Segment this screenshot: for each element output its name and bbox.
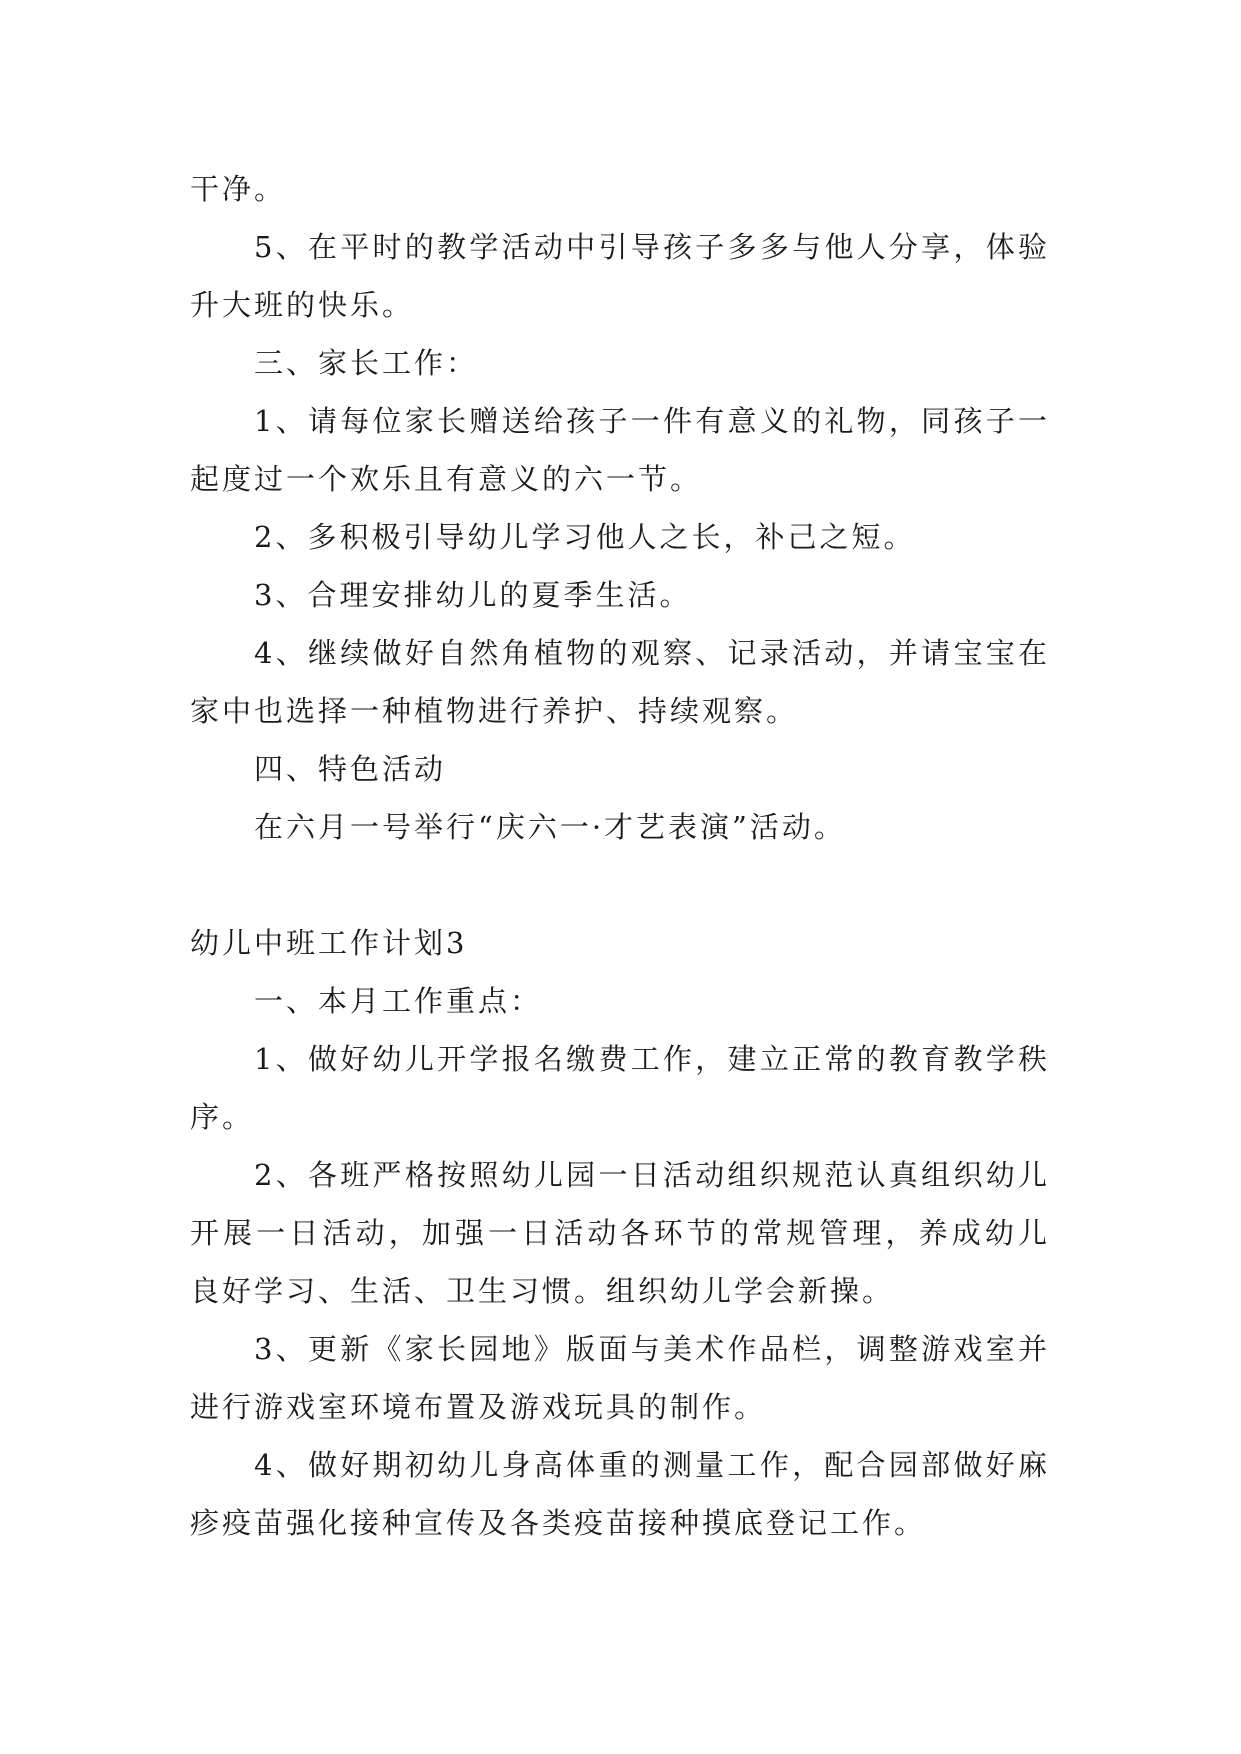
paragraph-parent-item-4: 4、继续做好自然角植物的观察、记录活动，并请宝宝在家中也选择一种植物进行养护、持续观察。 <box>190 636 1050 728</box>
paragraph-focus-item-4: 4、做好期初幼儿身高体重的测量工作，配合园部做好麻疹疫苗强化接种宣传及各类疫苗接种摸底登记工作。 <box>190 1448 1050 1540</box>
section-heading-monthly-focus: 一、本月工作重点： <box>254 984 543 1018</box>
paragraph-parent-item-1: 1、请每位家长赠送给孩子一件有意义的礼物，同孩子一起度过一个欢乐且有意义的六一节。 <box>190 404 1050 496</box>
section-heading-parent-work: 三、家长工作： <box>254 346 479 380</box>
paragraph-focus-item-3: 3、更新《家长园地》版面与美术作品栏，调整游戏室并进行游戏室环境布置及游戏玩具的制作。 <box>190 1332 1050 1424</box>
paragraph-focus-item-2: 2、各班严格按照幼儿园一日活动组织规范认真组织幼儿开展一日活动，加强一日活动各环节的常规管理，养成幼儿良好学习、生活、卫生习惯。组织幼儿学会新操。 <box>190 1158 1050 1308</box>
paragraph-parent-item-2: 2、多积极引导幼儿学习他人之长，补己之短。 <box>254 520 916 554</box>
section-heading-special-activity: 四、特色活动 <box>254 752 447 786</box>
document-body <box>190 160 1050 1552</box>
section-spacer <box>190 856 1050 914</box>
section-title: 幼儿中班工作计划3 <box>190 926 468 960</box>
paragraph-parent-item-3: 3、合理安排幼儿的夏季生活。 <box>254 578 692 612</box>
paragraph-special-activity: 在六月一号举行“庆六一·才艺表演”活动。 <box>254 810 846 844</box>
paragraph-continuation: 干净。 <box>190 172 287 206</box>
paragraph-item-5: 5、在平时的教学活动中引导孩子多多与他人分享，体验升大班的快乐。 <box>190 230 1050 322</box>
paragraph-focus-item-1: 1、做好幼儿开学报名缴费工作，建立正常的教育教学秩序。 <box>190 1042 1050 1134</box>
